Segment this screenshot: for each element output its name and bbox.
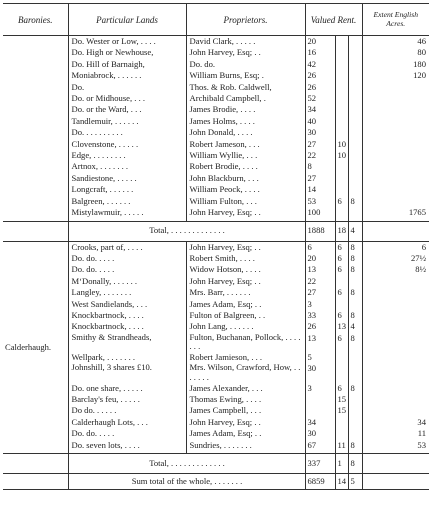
rent-pounds-cell: 20: [305, 36, 335, 48]
acres-cell: [362, 287, 429, 298]
acres-cell: 6: [362, 241, 429, 253]
rent-shillings-cell: [335, 47, 348, 58]
acres-cell: [362, 104, 429, 115]
acres-cell: 1765: [362, 207, 429, 218]
acres-cell: [362, 139, 429, 150]
rent-pounds-cell: 53: [305, 196, 335, 207]
rent-pounds-cell: 67: [305, 440, 335, 451]
rent-pence-cell: [348, 276, 362, 287]
land-cell: Knockbartnock, . . . .: [68, 310, 186, 321]
rent-pence-cell: 8: [348, 241, 362, 253]
land-cell: Edge, . . . . . . . .: [68, 150, 186, 161]
barony-name-calderhaugh: Calderhaugh.: [5, 341, 52, 352]
acres-cell: 120: [362, 70, 429, 81]
rent-pounds-cell: 16: [305, 47, 335, 58]
rent-shillings-cell: [335, 36, 348, 48]
rent-pounds-cell: 33: [305, 310, 335, 321]
total-label: Total, . . . . . . . . . . . . .: [68, 221, 305, 241]
land-cell: Do. Wester or Low, . . . .: [68, 36, 186, 48]
proprietor-cell: John Harvey, Esq; . .: [186, 207, 305, 218]
acres-cell: 8½: [362, 264, 429, 275]
rent-shillings-cell: [335, 161, 348, 172]
total-row-1: [3, 221, 429, 241]
land-cell: Do. do. . . . .: [68, 253, 186, 264]
rent-pounds-cell: 52: [305, 93, 335, 104]
acres-cell: [362, 394, 429, 405]
proprietor-cell: Robert Jamieson, . . .: [186, 352, 305, 363]
rent-shillings-cell: [335, 82, 348, 93]
rent-shillings-cell: [335, 184, 348, 195]
rent-pounds-cell: 30: [305, 127, 335, 138]
acres-cell: [362, 184, 429, 195]
barony-section-2: [3, 241, 429, 489]
table-row: [3, 36, 429, 48]
header-baronies: Baronies.: [3, 4, 68, 36]
land-cell: Do. or Midhouse, . . .: [68, 93, 186, 104]
rent-pounds-cell: [305, 405, 335, 416]
rent-pounds-cell: 42: [305, 59, 335, 70]
rent-pence-cell: [348, 104, 362, 115]
acres-cell: [362, 405, 429, 416]
land-cell: West Sandielands, . . .: [68, 299, 186, 310]
proprietor-cell: William Fulton, . . .: [186, 196, 305, 207]
total-pounds: 1888: [305, 221, 335, 241]
proprietor-cell: James Adam, Esq; . .: [186, 428, 305, 439]
rent-shillings-cell: 13: [335, 321, 348, 332]
proprietor-cell: James Alexander, . . .: [186, 383, 305, 394]
rent-shillings-cell: 6: [335, 196, 348, 207]
rent-pounds-cell: 40: [305, 116, 335, 127]
rent-pounds-cell: 6: [305, 241, 335, 253]
rent-shillings-cell: 6: [335, 333, 348, 352]
rent-pence-cell: [348, 299, 362, 310]
acres-cell: [362, 352, 429, 363]
total-acres: [362, 453, 429, 473]
rent-shillings-cell: 15: [335, 405, 348, 416]
total-label: Sum total of the whole, . . . . . . .: [68, 473, 305, 489]
land-cell: Do. do. . . . .: [68, 428, 186, 439]
acres-cell: [362, 299, 429, 310]
rent-pence-cell: [348, 161, 362, 172]
proprietor-cell: Thos. & Rob. Caldwell,: [186, 82, 305, 93]
rent-pounds-cell: 30: [305, 428, 335, 439]
land-cell: Balgreen, . . . . . .: [68, 196, 186, 207]
land-cell: Do.: [68, 82, 186, 93]
rent-shillings-cell: 15: [335, 394, 348, 405]
land-cell: Do. or the Ward, . . .: [68, 104, 186, 115]
total-barony-cell: [3, 473, 68, 489]
land-cell: Do. High or Newhouse,: [68, 47, 186, 58]
proprietor-cell: Robert Smith, . . . .: [186, 253, 305, 264]
header-extent-acres: Extent English Acres.: [362, 4, 429, 36]
rent-pence-cell: 8: [348, 253, 362, 264]
rent-shillings-cell: [335, 276, 348, 287]
rent-shillings-cell: 6: [335, 287, 348, 298]
rent-shillings-cell: [335, 207, 348, 218]
land-cell: Do. . . . . . . . . .: [68, 127, 186, 138]
rent-pence-cell: [348, 127, 362, 138]
proprietor-cell: James Holms, . . . .: [186, 116, 305, 127]
rent-pence-cell: [348, 352, 362, 363]
rent-pounds-cell: 26: [305, 321, 335, 332]
proprietor-cell: Fulton, Buchanan, Pollock, . . . . . . .: [186, 333, 305, 352]
barony-section-1: [3, 36, 429, 242]
rent-pence-cell: [348, 47, 362, 58]
rent-pence-cell: [348, 59, 362, 70]
proprietor-cell: Thomas Ewing, . . . .: [186, 394, 305, 405]
rent-pence-cell: [348, 363, 362, 382]
rent-pence-cell: 8: [348, 310, 362, 321]
land-cell: Do. do. . . . .: [68, 264, 186, 275]
proprietor-cell: William Peock, . . . .: [186, 184, 305, 195]
total-pence: 4: [348, 221, 362, 241]
rent-shillings-cell: 6: [335, 264, 348, 275]
land-cell: Longcraft, . . . . . .: [68, 184, 186, 195]
total-acres: [362, 221, 429, 241]
rent-shillings-cell: 6: [335, 253, 348, 264]
rent-pounds-cell: 100: [305, 207, 335, 218]
total-barony-cell: [3, 221, 68, 241]
rent-shillings-cell: [335, 104, 348, 115]
grand-total-row: [3, 473, 429, 489]
total-pence: 8: [348, 453, 362, 473]
acres-cell: 180: [362, 59, 429, 70]
total-pounds: 337: [305, 453, 335, 473]
land-cell: Do. seven lots, . . . .: [68, 440, 186, 451]
land-cell: Do. Hill of Barnaigh,: [68, 59, 186, 70]
land-cell: Barclay's feu, . . . . .: [68, 394, 186, 405]
header-row: [3, 4, 429, 36]
proprietor-cell: John Harvey, Esq; . .: [186, 241, 305, 253]
land-cell: Crooks, part of, . . . .: [68, 241, 186, 253]
proprietor-cell: James Campbell, . . .: [186, 405, 305, 416]
rent-pence-cell: [348, 82, 362, 93]
barony-cell: [3, 36, 68, 222]
proprietor-cell: James Adam, Esq; . .: [186, 299, 305, 310]
total-acres: [362, 473, 429, 489]
acres-cell: [362, 333, 429, 352]
proprietor-cell: Robert Brodie, . . . .: [186, 161, 305, 172]
rent-pence-cell: 8: [348, 440, 362, 451]
rent-pence-cell: [348, 428, 362, 439]
total-row-2: [3, 453, 429, 473]
acres-cell: [362, 82, 429, 93]
rent-pounds-cell: 27: [305, 173, 335, 184]
rent-pence-cell: [348, 184, 362, 195]
rent-shillings-cell: 6: [335, 241, 348, 253]
rent-shillings-cell: [335, 299, 348, 310]
rent-pounds-cell: 27: [305, 287, 335, 298]
land-cell: Artnox, . . . . . . .: [68, 161, 186, 172]
land-cell: Moniabrock, . . . . . .: [68, 70, 186, 81]
rent-pounds-cell: 22: [305, 276, 335, 287]
acres-cell: [362, 173, 429, 184]
rent-pounds-cell: 30: [305, 363, 335, 382]
proprietor-cell: Sundries, . . . . . . .: [186, 440, 305, 451]
proprietor-cell: Archibald Campbell, .: [186, 93, 305, 104]
valuation-table: [3, 3, 429, 490]
rent-pence-cell: 4: [348, 321, 362, 332]
rent-pounds-cell: 3: [305, 383, 335, 394]
rent-pence-cell: [348, 417, 362, 428]
land-cell: Sandiestone, . . . . .: [68, 173, 186, 184]
proprietor-cell: Fulton of Balgreen, . .: [186, 310, 305, 321]
total-barony-cell: [3, 453, 68, 473]
acres-cell: [362, 93, 429, 104]
proprietor-cell: John Blackburn, . . .: [186, 173, 305, 184]
land-cell: Langley, . . . . . . .: [68, 287, 186, 298]
proprietor-cell: William Wyllie, . . .: [186, 150, 305, 161]
rent-pence-cell: [348, 150, 362, 161]
rent-shillings-cell: [335, 428, 348, 439]
rent-pence-cell: 8: [348, 333, 362, 352]
acres-cell: 80: [362, 47, 429, 58]
proprietor-cell: John Harvey, Esq; . .: [186, 417, 305, 428]
rent-shillings-cell: 10: [335, 150, 348, 161]
land-cell: Do do. . . . . .: [68, 405, 186, 416]
rent-shillings-cell: [335, 363, 348, 382]
rent-pounds-cell: 27: [305, 139, 335, 150]
land-cell: Clovenstone, . . . . .: [68, 139, 186, 150]
acres-cell: [362, 127, 429, 138]
rent-pence-cell: 8: [348, 383, 362, 394]
rent-pounds-cell: 26: [305, 70, 335, 81]
acres-cell: [362, 196, 429, 207]
proprietor-cell: John Harvey, Esq; . .: [186, 47, 305, 58]
rent-pence-cell: [348, 173, 362, 184]
acres-cell: [362, 116, 429, 127]
rent-shillings-cell: [335, 59, 348, 70]
rent-pence-cell: [348, 36, 362, 48]
proprietor-cell: Widow Hotson, . . . .: [186, 264, 305, 275]
proprietor-cell: Mrs. Wilson, Crawford, How, . . . . . . .: [186, 363, 305, 382]
proprietor-cell: John Harvey, Esq; . .: [186, 276, 305, 287]
land-cell: Do. one share, . . . . .: [68, 383, 186, 394]
acres-cell: [362, 310, 429, 321]
rent-pounds-cell: 13: [305, 333, 335, 352]
total-shillings: 14: [335, 473, 348, 489]
land-cell: Knockbartnock, . . . .: [68, 321, 186, 332]
acres-cell: 46: [362, 36, 429, 48]
rent-shillings-cell: [335, 417, 348, 428]
acres-cell: 34: [362, 417, 429, 428]
rent-pounds-cell: 34: [305, 104, 335, 115]
rent-pence-cell: [348, 405, 362, 416]
acres-cell: [362, 363, 429, 382]
rent-pounds-cell: 13: [305, 264, 335, 275]
land-cell: Tandlemuir, . . . . . .: [68, 116, 186, 127]
total-label: Total, . . . . . . . . . . . . .: [68, 453, 305, 473]
rent-shillings-cell: [335, 127, 348, 138]
land-cell: Mistylawmuir, . . . . .: [68, 207, 186, 218]
proprietor-cell: Robert Jameson, . . .: [186, 139, 305, 150]
land-cell: M‘Donally, . . . . . .: [68, 276, 186, 287]
rent-shillings-cell: [335, 116, 348, 127]
rent-shillings-cell: 11: [335, 440, 348, 451]
acres-cell: [362, 276, 429, 287]
rent-pounds-cell: 20: [305, 253, 335, 264]
rent-pence-cell: [348, 207, 362, 218]
rent-pounds-cell: 5: [305, 352, 335, 363]
rent-shillings-cell: [335, 93, 348, 104]
land-cell: Wellpark, . . . . . . .: [68, 352, 186, 363]
land-cell: Johnshill, 3 shares £10.: [68, 363, 186, 382]
rent-shillings-cell: 6: [335, 310, 348, 321]
header-valued-rent: Valued Rent.: [305, 4, 362, 36]
rent-shillings-cell: [335, 173, 348, 184]
total-pounds: 6859: [305, 473, 335, 489]
rent-pounds-cell: 3: [305, 299, 335, 310]
rent-pence-cell: 8: [348, 264, 362, 275]
rent-pounds-cell: [305, 394, 335, 405]
acres-cell: [362, 150, 429, 161]
rent-pence-cell: 8: [348, 196, 362, 207]
rent-pounds-cell: 14: [305, 184, 335, 195]
acres-cell: 27½: [362, 253, 429, 264]
proprietor-cell: Do. do.: [186, 59, 305, 70]
rent-pounds-cell: 26: [305, 82, 335, 93]
rent-pounds-cell: 8: [305, 161, 335, 172]
rent-shillings-cell: [335, 70, 348, 81]
rent-pence-cell: [348, 70, 362, 81]
proprietor-cell: James Brodie, . . . .: [186, 104, 305, 115]
total-shillings: 18: [335, 221, 348, 241]
rent-pence-cell: [348, 394, 362, 405]
total-shillings: 1: [335, 453, 348, 473]
header-particular-lands: Particular Lands: [68, 4, 186, 36]
land-cell: Smithy & Strandheads,: [68, 333, 186, 352]
rent-pounds-cell: 22: [305, 150, 335, 161]
rent-shillings-cell: 6: [335, 383, 348, 394]
rent-pence-cell: [348, 93, 362, 104]
rent-pence-cell: 8: [348, 287, 362, 298]
rent-shillings-cell: 10: [335, 139, 348, 150]
land-cell: Calderhaugh Lots, . . .: [68, 417, 186, 428]
acres-cell: 11: [362, 428, 429, 439]
proprietor-cell: John Donald, . . . .: [186, 127, 305, 138]
acres-cell: [362, 161, 429, 172]
proprietor-cell: William Burns, Esq; .: [186, 70, 305, 81]
header-proprietors: Proprietors.: [186, 4, 305, 36]
proprietor-cell: John Lang, . . . . . .: [186, 321, 305, 332]
acres-cell: [362, 383, 429, 394]
rent-pence-cell: [348, 139, 362, 150]
rent-pounds-cell: 34: [305, 417, 335, 428]
rent-pence-cell: [348, 116, 362, 127]
acres-cell: [362, 321, 429, 332]
rent-shillings-cell: [335, 352, 348, 363]
table-row: [3, 241, 429, 253]
proprietor-cell: Mrs. Barr, . . . . . .: [186, 287, 305, 298]
acres-cell: 53: [362, 440, 429, 451]
total-pence: 5: [348, 473, 362, 489]
proprietor-cell: David Clark, . . . . .: [186, 36, 305, 48]
